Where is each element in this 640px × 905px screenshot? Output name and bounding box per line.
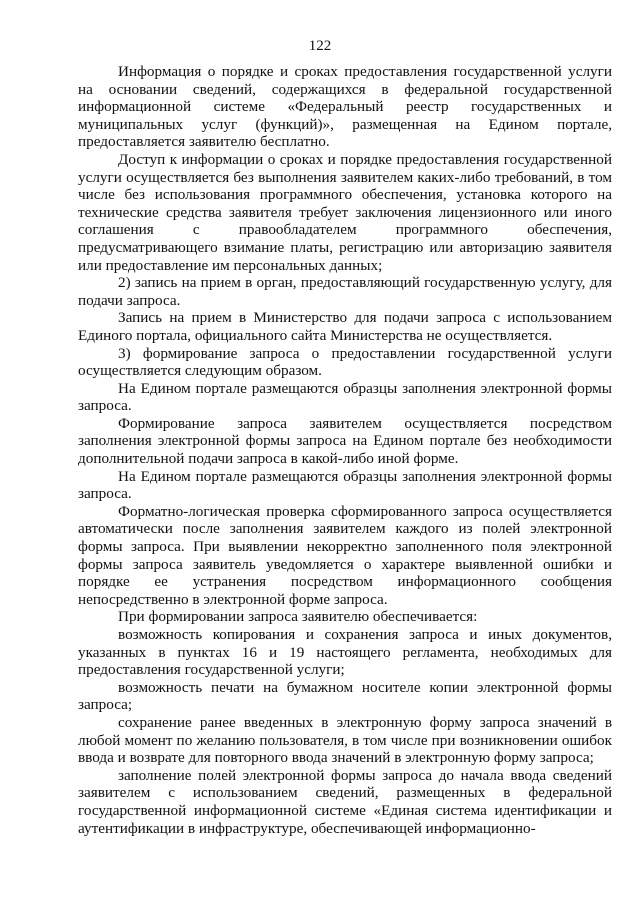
- page-number: 122: [308, 38, 332, 54]
- paragraph: возможность печати на бумажном носителе копии электронной формы запроса;: [78, 678, 612, 714]
- paragraph: На Едином портале размещаются образцы заполнения электронной формы запроса.: [78, 379, 612, 415]
- body-text: [78, 63, 612, 837]
- paragraph: 3) формирование запроса о предоставлении государственной услуги осуществляется следующим образом.: [78, 344, 612, 380]
- paragraph: сохранение ранее введенных в электронную форму запроса значений в любой момент по желанию пользователя, в том числе при возникновении ошибок ввода и возврате для повторного ввода значений в электронную форму запроса;: [78, 713, 612, 767]
- paragraph: Форматно-логическая проверка сформированного запроса осуществляется автоматически после заполнения заявителем каждого из полей электронной формы запроса. При выявлении некорректно заполненного поля электронной формы запроса заявитель уведомляется о характере выявленной ошибки и порядке ее устранения посредством информационного сообщения непосредственно в электронной форме запроса.: [78, 502, 612, 608]
- paragraph: На Едином портале размещаются образцы заполнения электронной формы запроса.: [78, 467, 612, 503]
- paragraph: При формировании запроса заявителю обеспечивается:: [118, 608, 478, 626]
- paragraph: возможность копирования и сохранения запроса и иных документов, указанных в пунктах 16 и 19 настоящего регламента, необходимых для предоставления государственной услуги;: [78, 626, 612, 679]
- paragraph: Доступ к информации о сроках и порядке предоставления государственной услуги осуществляется без выполнения заявителем каких-либо требований, в том числе без использования программного обеспечения, установка которого на технические средства заявителя требует заключения лицензионного или иного соглашения с правообладателем программного обеспечения, предусматривающего взимание платы, регистрацию или авторизацию заявителя или предоставление им персональных данных;: [78, 150, 612, 274]
- paragraph: Информация о порядке и сроках предоставления государственной услуги на основании сведений, содержащихся в федеральной государственной информационной системе «Федеральный реестр государственных и муниципальных услуг (функций)», размещенная на Едином портале, предоставляется заявителю бесплатно.: [78, 63, 612, 151]
- paragraph: 2) запись на прием в орган, предоставляющий государственную услугу, для подачи запроса.: [78, 274, 612, 309]
- paragraph: Формирование запроса заявителем осуществляется посредством заполнения электронной формы запроса на Едином портале без необходимости дополнительной подачи запроса в какой-либо иной форме.: [78, 414, 612, 468]
- paragraph: Запись на прием в Министерство для подачи запроса с использованием Единого портала, официального сайта Министерства не осуществляется.: [78, 309, 612, 344]
- paragraph: заполнение полей электронной формы запроса до начала ввода сведений заявителем с использованием сведений, размещенных в федеральной государственной информационной системе «Единая система идентификации и аутентификации в инфраструктуре, обеспечивающей информационно-: [78, 766, 612, 837]
